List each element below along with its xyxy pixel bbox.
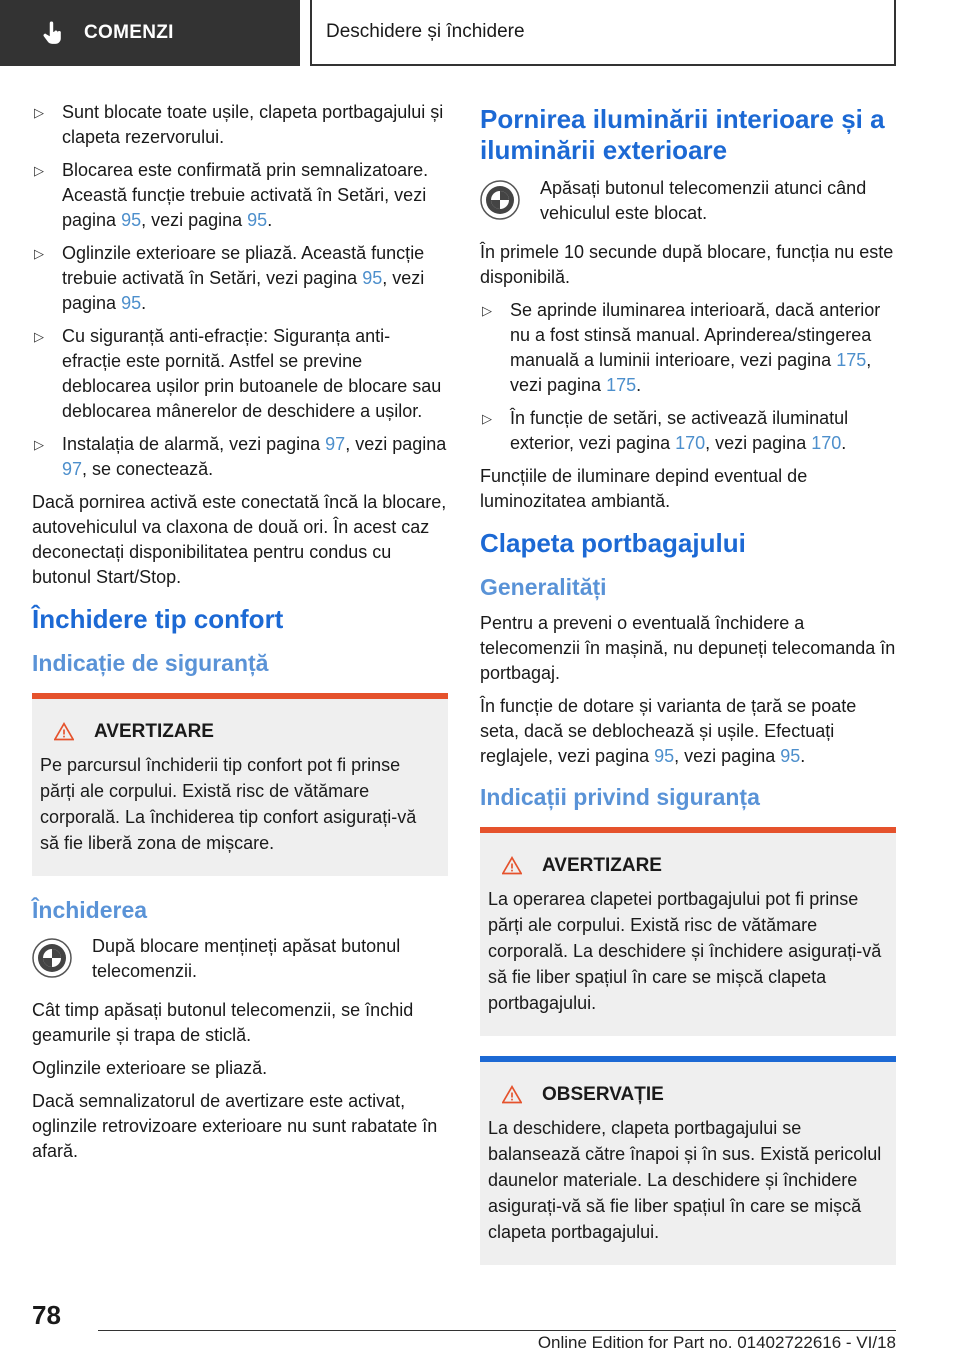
paragraph: Cât timp apăsați butonul telecomenzii, se închid geamurile și trapa de sticlă. — [32, 1000, 414, 1045]
page-link[interactable]: 95 — [654, 746, 675, 766]
heading-lighting: Pornirea iluminării interioare și a iluminării exterioare — [480, 104, 885, 165]
list-item: ▷ Sunt blocate toate ușile, clapeta portbagajului și clapeta rezervorului. — [34, 102, 444, 147]
chapter-tab[interactable] — [0, 0, 300, 66]
page-number: 78 — [32, 1300, 61, 1330]
page-link[interactable]: 95 — [247, 210, 268, 230]
paragraph: În primele 10 secunde după blocare, funcția nu este disponibilă. — [480, 242, 894, 287]
heading-tailgate: Clapeta portbagajului — [480, 528, 746, 558]
notice-title: OBSERVAȚIE — [542, 1084, 664, 1105]
chapter-tab-label: COMENZI — [84, 22, 174, 43]
triangle-bullet-icon: ▷ — [34, 105, 44, 120]
list-item: ▷ Se aprinde iluminarea interioară, dacă anterior nu a fost stinsă manual. Aprinderea/stingerea manuală a luminii interioare, vezi pagina 175, vezi pagina 175. — [482, 300, 881, 395]
triangle-bullet-icon: ▷ — [34, 329, 44, 344]
notice-box — [480, 1056, 896, 1265]
page-link[interactable]: 95 — [362, 268, 383, 288]
page-header — [0, 0, 960, 66]
heading-comfort-close: Închidere tip confort — [32, 604, 284, 634]
list-item: ▷ Blocarea este confirmată prin semnalizatoare. Această funcție trebuie activată în Setări, vezi pagina 95, vezi pagina 95. — [34, 160, 429, 230]
bmw-key-icon — [480, 180, 520, 220]
section-title: Deschidere și închidere — [310, 0, 896, 66]
bmw-key-icon — [32, 938, 72, 978]
right-column — [480, 100, 896, 1285]
list-item: ▷ Oglinzile exterioare se pliază. Această funcție trebuie activată în Setări, vezi pagina 95, vezi pagina 95. — [34, 243, 425, 313]
key-instruction: După blocare mențineți apăsat butonul telecomenzii. — [32, 934, 448, 984]
subheading-safety-notes: Indicații privind siguranța — [480, 784, 760, 810]
warning-title: AVERTIZARE — [94, 721, 214, 742]
notice-text: La deschidere, clapeta portbagajului se balansează către înapoi și în sus. Există pericolul daunelor materiale. La deschidere și închidere asigurați-vă să fie liber spațiul în care se mișcă clapeta portbagajului. — [488, 1118, 882, 1242]
left-column — [32, 100, 448, 1172]
paragraph: Dacă semnalizatorul de avertizare este activat, oglinzile retrovizoare exterioare nu sunt rabatate în afară. — [32, 1091, 438, 1161]
list-item: ▷ Cu siguranță anti-efracție: Siguranța anti-efracție este pornită. Astfel se previne deblocarea ușilor prin butoanele de blocare sau deblocarea mânerelor de deschidere a ușilor. — [34, 326, 442, 421]
touch-finger-icon — [40, 20, 66, 46]
page-link[interactable]: 97 — [325, 434, 346, 454]
page-link[interactable]: 170 — [811, 433, 842, 453]
page-link[interactable]: 97 — [62, 459, 83, 479]
warning-box — [32, 693, 448, 876]
paragraph: Oglinzile exterioare se pliază. — [32, 1058, 268, 1078]
warning-text: La operarea clapetei portbagajului pot fi prinse părți ale corpului. Există risc de vătămare corporală. La deschidere și închidere asigurați-vă să fie liber spațiul în care se mișcă clapeta portbagajului. — [488, 889, 882, 1013]
list-item: ▷ Instalația de alarmă, vezi pagina 97, vezi pagina 97, se conectează. — [34, 434, 447, 479]
triangle-bullet-icon: ▷ — [34, 163, 44, 178]
warning-title: AVERTIZARE — [542, 855, 662, 876]
subheading-general: Generalități — [480, 574, 607, 600]
paragraph: În funcție de dotare și varianta de țară se poate seta, dacă se deblochează și ușile. Efectuați reglajele, vezi pagina 95, vezi pagina 95. — [480, 696, 857, 766]
triangle-bullet-icon: ▷ — [34, 437, 44, 452]
triangle-bullet-icon: ▷ — [34, 246, 44, 261]
warning-text: Pe parcursul închiderii tip confort pot fi prinse părți ale corpului. Există risc de vătămare corporală. La închiderea tip confort asigurați-vă să fie liberă zona de mișcare. — [40, 755, 417, 853]
key-instruction: Apăsați butonul telecomenzii atunci când vehiculul este blocat. — [480, 176, 896, 226]
page-link[interactable]: 95 — [121, 210, 142, 230]
page-link[interactable]: 170 — [675, 433, 706, 453]
page-link[interactable]: 175 — [606, 375, 637, 395]
warning-triangle-icon — [502, 1085, 522, 1105]
triangle-bullet-icon: ▷ — [482, 303, 492, 318]
footer-divider — [98, 1330, 896, 1331]
paragraph: Funcțiile de iluminare depind eventual de luminozitatea ambiantă. — [480, 466, 808, 511]
triangle-bullet-icon: ▷ — [482, 411, 492, 426]
list-item: ▷ În funcție de setări, se activează iluminatul exterior, vezi pagina 170, vezi pagina 170. — [482, 408, 849, 453]
paragraph: Dacă pornirea activă este conectată încă la blocare, autovehiculul va claxona de două ori. În acest caz deconectați disponibilitatea pentru condus cu butonul Start/Stop. — [32, 492, 447, 587]
subheading-safety: Indicație de siguranță — [32, 650, 269, 676]
page-link[interactable]: 95 — [121, 293, 142, 313]
paragraph: Pentru a preveni o eventuală închidere a telecomenzii în mașină, nu depuneți telecomanda în portbagaj. — [480, 613, 896, 683]
edition-text: Online Edition for Part no. 01402722616 - VI/18 — [537, 1333, 896, 1352]
warning-triangle-icon — [502, 856, 522, 876]
page-link[interactable]: 95 — [780, 746, 801, 766]
warning-box — [480, 827, 896, 1036]
subheading-closing: Închiderea — [32, 897, 148, 923]
page-link[interactable]: 175 — [836, 350, 867, 370]
warning-triangle-icon — [54, 722, 74, 742]
